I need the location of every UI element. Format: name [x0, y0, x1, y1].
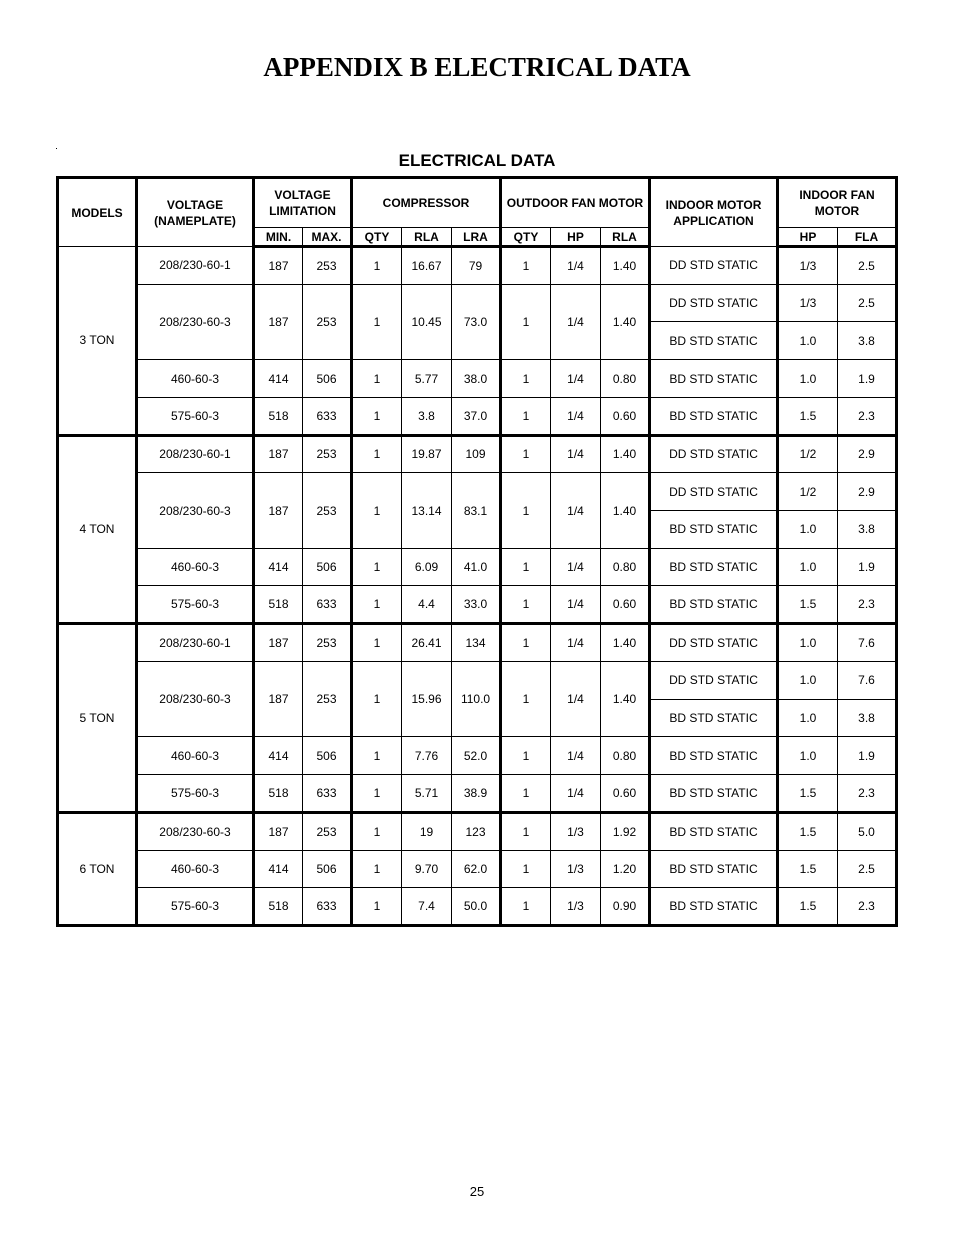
max-voltage-cell: 253 — [303, 473, 352, 548]
compressor-lra-cell: 62.0 — [452, 850, 501, 888]
voltage-cell: 208/230-60-3 — [137, 473, 254, 548]
outdoor-fan-rla-cell: 1.40 — [601, 284, 650, 359]
compressor-lra-cell: 123 — [452, 812, 501, 850]
voltage-cell: 208/230-60-3 — [137, 284, 254, 359]
model-cell: 5 TON — [58, 624, 137, 813]
compressor-lra-cell: 83.1 — [452, 473, 501, 548]
indoor-fan-hp-cell: 1.0 — [778, 511, 838, 549]
indoor-motor-application-cell: BD STD STATIC — [650, 775, 778, 813]
header-ofm-rla: RLA — [601, 228, 650, 247]
voltage-cell: 575-60-3 — [137, 775, 254, 813]
outdoor-fan-qty-cell: 1 — [501, 548, 551, 586]
max-voltage-cell: 253 — [303, 624, 352, 662]
min-voltage-cell: 414 — [254, 360, 303, 398]
min-voltage-cell: 187 — [254, 624, 303, 662]
compressor-rla-cell: 19.87 — [402, 435, 452, 473]
indoor-fan-fla-cell: 2.3 — [838, 775, 897, 813]
min-voltage-cell: 414 — [254, 850, 303, 888]
max-voltage-cell: 633 — [303, 888, 352, 926]
compressor-lra-cell: 134 — [452, 624, 501, 662]
compressor-rla-cell: 16.67 — [402, 247, 452, 285]
compressor-rla-cell: 7.76 — [402, 737, 452, 775]
indoor-motor-application-cell: DD STD STATIC — [650, 624, 778, 662]
outdoor-fan-qty-cell: 1 — [501, 812, 551, 850]
compressor-lra-cell: 41.0 — [452, 548, 501, 586]
table-row — [58, 284, 897, 322]
voltage-cell: 460-60-3 — [137, 737, 254, 775]
indoor-fan-hp-cell: 1.5 — [778, 888, 838, 926]
table-row — [58, 888, 897, 926]
max-voltage-cell: 506 — [303, 737, 352, 775]
max-voltage-cell: 506 — [303, 548, 352, 586]
compressor-qty-cell: 1 — [352, 360, 402, 398]
indoor-fan-hp-cell: 1.5 — [778, 397, 838, 435]
indoor-motor-application-cell: BD STD STATIC — [650, 322, 778, 360]
outdoor-fan-rla-cell: 1.92 — [601, 812, 650, 850]
indoor-motor-application-cell: BD STD STATIC — [650, 812, 778, 850]
indoor-motor-application-cell: DD STD STATIC — [650, 284, 778, 322]
outdoor-fan-qty-cell: 1 — [501, 473, 551, 548]
compressor-qty-cell: 1 — [352, 586, 402, 624]
indoor-fan-hp-cell: 1.0 — [778, 699, 838, 737]
min-voltage-cell: 187 — [254, 247, 303, 285]
voltage-cell: 575-60-3 — [137, 397, 254, 435]
table-row — [58, 247, 897, 285]
compressor-rla-cell: 7.4 — [402, 888, 452, 926]
indoor-fan-fla-cell: 3.8 — [838, 322, 897, 360]
compressor-qty-cell: 1 — [352, 548, 402, 586]
indoor-motor-application-cell: DD STD STATIC — [650, 473, 778, 511]
max-voltage-cell: 253 — [303, 247, 352, 285]
header-comp-qty: QTY — [352, 228, 402, 247]
indoor-motor-application-cell: DD STD STATIC — [650, 247, 778, 285]
indoor-fan-hp-cell: 1/2 — [778, 473, 838, 511]
outdoor-fan-qty-cell: 1 — [501, 397, 551, 435]
indoor-fan-fla-cell: 2.9 — [838, 473, 897, 511]
outdoor-fan-hp-cell: 1/4 — [551, 548, 601, 586]
outdoor-fan-hp-cell: 1/4 — [551, 737, 601, 775]
model-cell: 6 TON — [58, 812, 137, 925]
compressor-rla-cell: 26.41 — [402, 624, 452, 662]
min-voltage-cell: 518 — [254, 586, 303, 624]
indoor-fan-fla-cell: 7.6 — [838, 661, 897, 699]
table-row — [58, 548, 897, 586]
header-ofm-qty: QTY — [501, 228, 551, 247]
table-row — [58, 624, 897, 662]
outdoor-fan-hp-cell: 1/4 — [551, 360, 601, 398]
header-models: MODELS — [58, 178, 137, 247]
indoor-motor-application-cell: BD STD STATIC — [650, 888, 778, 926]
min-voltage-cell: 518 — [254, 888, 303, 926]
compressor-lra-cell: 38.0 — [452, 360, 501, 398]
indoor-motor-application-cell: DD STD STATIC — [650, 661, 778, 699]
outdoor-fan-rla-cell: 0.60 — [601, 775, 650, 813]
outdoor-fan-hp-cell: 1/4 — [551, 624, 601, 662]
compressor-lra-cell: 37.0 — [452, 397, 501, 435]
compressor-rla-cell: 19 — [402, 812, 452, 850]
max-voltage-cell: 633 — [303, 775, 352, 813]
table-row — [58, 812, 897, 850]
min-voltage-cell: 187 — [254, 661, 303, 736]
electrical-data-table — [56, 176, 898, 927]
table-row — [58, 850, 897, 888]
indoor-fan-fla-cell: 2.5 — [838, 850, 897, 888]
indoor-fan-hp-cell: 1.0 — [778, 322, 838, 360]
header-voltage: VOLTAGE (NAMEPLATE) — [137, 178, 254, 247]
outdoor-fan-qty-cell: 1 — [501, 737, 551, 775]
max-voltage-cell: 506 — [303, 360, 352, 398]
indoor-fan-fla-cell: 2.5 — [838, 284, 897, 322]
header-compressor: COMPRESSOR — [352, 178, 501, 228]
outdoor-fan-hp-cell: 1/3 — [551, 850, 601, 888]
outdoor-fan-rla-cell: 1.40 — [601, 247, 650, 285]
compressor-qty-cell: 1 — [352, 397, 402, 435]
voltage-cell: 575-60-3 — [137, 586, 254, 624]
indoor-fan-hp-cell: 1/2 — [778, 435, 838, 473]
voltage-cell: 208/230-60-1 — [137, 247, 254, 285]
compressor-lra-cell: 33.0 — [452, 586, 501, 624]
outdoor-fan-qty-cell: 1 — [501, 435, 551, 473]
min-voltage-cell: 414 — [254, 548, 303, 586]
outdoor-fan-rla-cell: 0.60 — [601, 586, 650, 624]
max-voltage-cell: 253 — [303, 812, 352, 850]
indoor-fan-hp-cell: 1.0 — [778, 624, 838, 662]
model-cell: 3 TON — [58, 247, 137, 436]
compressor-rla-cell: 4.4 — [402, 586, 452, 624]
compressor-rla-cell: 3.8 — [402, 397, 452, 435]
max-voltage-cell: 253 — [303, 284, 352, 359]
outdoor-fan-qty-cell: 1 — [501, 850, 551, 888]
indoor-fan-fla-cell: 2.3 — [838, 397, 897, 435]
compressor-lra-cell: 109 — [452, 435, 501, 473]
voltage-cell: 208/230-60-1 — [137, 435, 254, 473]
indoor-fan-fla-cell: 2.3 — [838, 586, 897, 624]
outdoor-fan-hp-cell: 1/3 — [551, 812, 601, 850]
header-voltage-limitation: VOLTAGE LIMITATION — [254, 178, 352, 228]
table-title: ELECTRICAL DATA — [398, 151, 556, 170]
compressor-qty-cell: 1 — [352, 661, 402, 736]
stray-mark — [56, 148, 57, 149]
indoor-motor-application-cell: BD STD STATIC — [650, 360, 778, 398]
voltage-cell: 208/230-60-1 — [137, 624, 254, 662]
indoor-fan-hp-cell: 1.5 — [778, 775, 838, 813]
indoor-motor-application-cell: BD STD STATIC — [650, 548, 778, 586]
indoor-fan-hp-cell: 1.5 — [778, 586, 838, 624]
table-row — [58, 586, 897, 624]
table-body — [58, 247, 897, 926]
outdoor-fan-hp-cell: 1/4 — [551, 284, 601, 359]
compressor-lra-cell: 73.0 — [452, 284, 501, 359]
max-voltage-cell: 506 — [303, 850, 352, 888]
max-voltage-cell: 633 — [303, 586, 352, 624]
indoor-fan-fla-cell: 1.9 — [838, 548, 897, 586]
indoor-fan-fla-cell: 2.3 — [838, 888, 897, 926]
indoor-motor-application-cell: BD STD STATIC — [650, 737, 778, 775]
max-voltage-cell: 633 — [303, 397, 352, 435]
indoor-fan-fla-cell: 7.6 — [838, 624, 897, 662]
max-voltage-cell: 253 — [303, 661, 352, 736]
voltage-cell: 460-60-3 — [137, 850, 254, 888]
outdoor-fan-hp-cell: 1/4 — [551, 661, 601, 736]
indoor-motor-application-cell: BD STD STATIC — [650, 699, 778, 737]
indoor-fan-hp-cell: 1.0 — [778, 548, 838, 586]
min-voltage-cell: 187 — [254, 812, 303, 850]
header-ofm-hp: HP — [551, 228, 601, 247]
outdoor-fan-qty-cell: 1 — [501, 624, 551, 662]
table-row — [58, 737, 897, 775]
header-indoor-fan-motor: INDOOR FAN MOTOR — [778, 178, 897, 228]
indoor-fan-hp-cell: 1/3 — [778, 284, 838, 322]
indoor-motor-application-cell: DD STD STATIC — [650, 435, 778, 473]
min-voltage-cell: 518 — [254, 397, 303, 435]
voltage-cell: 208/230-60-3 — [137, 661, 254, 736]
min-voltage-cell: 187 — [254, 435, 303, 473]
indoor-fan-hp-cell: 1.0 — [778, 661, 838, 699]
indoor-fan-hp-cell: 1.0 — [778, 360, 838, 398]
voltage-cell: 460-60-3 — [137, 360, 254, 398]
min-voltage-cell: 187 — [254, 284, 303, 359]
outdoor-fan-hp-cell: 1/3 — [551, 888, 601, 926]
header-min: MIN. — [254, 228, 303, 247]
indoor-fan-hp-cell: 1/3 — [778, 247, 838, 285]
voltage-cell: 575-60-3 — [137, 888, 254, 926]
indoor-motor-application-cell: BD STD STATIC — [650, 586, 778, 624]
header-ifm-fla: FLA — [838, 228, 897, 247]
min-voltage-cell: 187 — [254, 473, 303, 548]
compressor-lra-cell: 79 — [452, 247, 501, 285]
outdoor-fan-rla-cell: 0.80 — [601, 737, 650, 775]
outdoor-fan-rla-cell: 0.90 — [601, 888, 650, 926]
table-row — [58, 775, 897, 813]
compressor-rla-cell: 13.14 — [402, 473, 452, 548]
min-voltage-cell: 414 — [254, 737, 303, 775]
compressor-rla-cell: 5.71 — [402, 775, 452, 813]
outdoor-fan-hp-cell: 1/4 — [551, 586, 601, 624]
outdoor-fan-rla-cell: 1.40 — [601, 661, 650, 736]
compressor-rla-cell: 15.96 — [402, 661, 452, 736]
voltage-cell: 208/230-60-3 — [137, 812, 254, 850]
table-row — [58, 435, 897, 473]
compressor-qty-cell: 1 — [352, 812, 402, 850]
voltage-cell: 460-60-3 — [137, 548, 254, 586]
compressor-qty-cell: 1 — [352, 888, 402, 926]
outdoor-fan-rla-cell: 0.80 — [601, 360, 650, 398]
header-ifm-hp: HP — [778, 228, 838, 247]
indoor-fan-fla-cell: 3.8 — [838, 699, 897, 737]
min-voltage-cell: 518 — [254, 775, 303, 813]
outdoor-fan-qty-cell: 1 — [501, 284, 551, 359]
compressor-lra-cell: 50.0 — [452, 888, 501, 926]
indoor-fan-fla-cell: 2.5 — [838, 247, 897, 285]
indoor-fan-hp-cell: 1.0 — [778, 737, 838, 775]
compressor-qty-cell: 1 — [352, 247, 402, 285]
compressor-rla-cell: 5.77 — [402, 360, 452, 398]
indoor-motor-application-cell: BD STD STATIC — [650, 511, 778, 549]
outdoor-fan-hp-cell: 1/4 — [551, 397, 601, 435]
compressor-lra-cell: 110.0 — [452, 661, 501, 736]
outdoor-fan-rla-cell: 1.20 — [601, 850, 650, 888]
indoor-fan-hp-cell: 1.5 — [778, 812, 838, 850]
page-title: APPENDIX B ELECTRICAL DATA — [263, 52, 691, 82]
table-row — [58, 397, 897, 435]
compressor-lra-cell: 52.0 — [452, 737, 501, 775]
outdoor-fan-hp-cell: 1/4 — [551, 435, 601, 473]
outdoor-fan-qty-cell: 1 — [501, 247, 551, 285]
table-row — [58, 360, 897, 398]
outdoor-fan-rla-cell: 0.80 — [601, 548, 650, 586]
model-cell: 4 TON — [58, 435, 137, 624]
indoor-fan-fla-cell: 1.9 — [838, 737, 897, 775]
header-outdoor-fan-motor: OUTDOOR FAN MOTOR — [501, 178, 650, 228]
outdoor-fan-rla-cell: 1.40 — [601, 624, 650, 662]
header-comp-rla: RLA — [402, 228, 452, 247]
outdoor-fan-hp-cell: 1/4 — [551, 247, 601, 285]
indoor-motor-application-cell: BD STD STATIC — [650, 850, 778, 888]
header-indoor-motor-application: INDOOR MOTOR APPLICATION — [650, 178, 778, 247]
indoor-fan-fla-cell: 5.0 — [838, 812, 897, 850]
compressor-qty-cell: 1 — [352, 775, 402, 813]
table-row — [58, 473, 897, 511]
max-voltage-cell: 253 — [303, 435, 352, 473]
header-comp-lra: LRA — [452, 228, 501, 247]
compressor-qty-cell: 1 — [352, 737, 402, 775]
compressor-qty-cell: 1 — [352, 850, 402, 888]
outdoor-fan-rla-cell: 1.40 — [601, 473, 650, 548]
compressor-rla-cell: 10.45 — [402, 284, 452, 359]
outdoor-fan-rla-cell: 0.60 — [601, 397, 650, 435]
indoor-motor-application-cell: BD STD STATIC — [650, 397, 778, 435]
header-max: MAX. — [303, 228, 352, 247]
outdoor-fan-qty-cell: 1 — [501, 661, 551, 736]
outdoor-fan-qty-cell: 1 — [501, 775, 551, 813]
outdoor-fan-hp-cell: 1/4 — [551, 775, 601, 813]
compressor-qty-cell: 1 — [352, 473, 402, 548]
outdoor-fan-qty-cell: 1 — [501, 586, 551, 624]
outdoor-fan-hp-cell: 1/4 — [551, 473, 601, 548]
compressor-qty-cell: 1 — [352, 624, 402, 662]
compressor-rla-cell: 9.70 — [402, 850, 452, 888]
table-row — [58, 661, 897, 699]
indoor-fan-fla-cell: 3.8 — [838, 511, 897, 549]
outdoor-fan-qty-cell: 1 — [501, 888, 551, 926]
outdoor-fan-rla-cell: 1.40 — [601, 435, 650, 473]
indoor-fan-fla-cell: 1.9 — [838, 360, 897, 398]
page-number: 25 — [469, 1184, 485, 1199]
indoor-fan-hp-cell: 1.5 — [778, 850, 838, 888]
compressor-qty-cell: 1 — [352, 435, 402, 473]
compressor-qty-cell: 1 — [352, 284, 402, 359]
outdoor-fan-qty-cell: 1 — [501, 360, 551, 398]
compressor-lra-cell: 38.9 — [452, 775, 501, 813]
indoor-fan-fla-cell: 2.9 — [838, 435, 897, 473]
compressor-rla-cell: 6.09 — [402, 548, 452, 586]
